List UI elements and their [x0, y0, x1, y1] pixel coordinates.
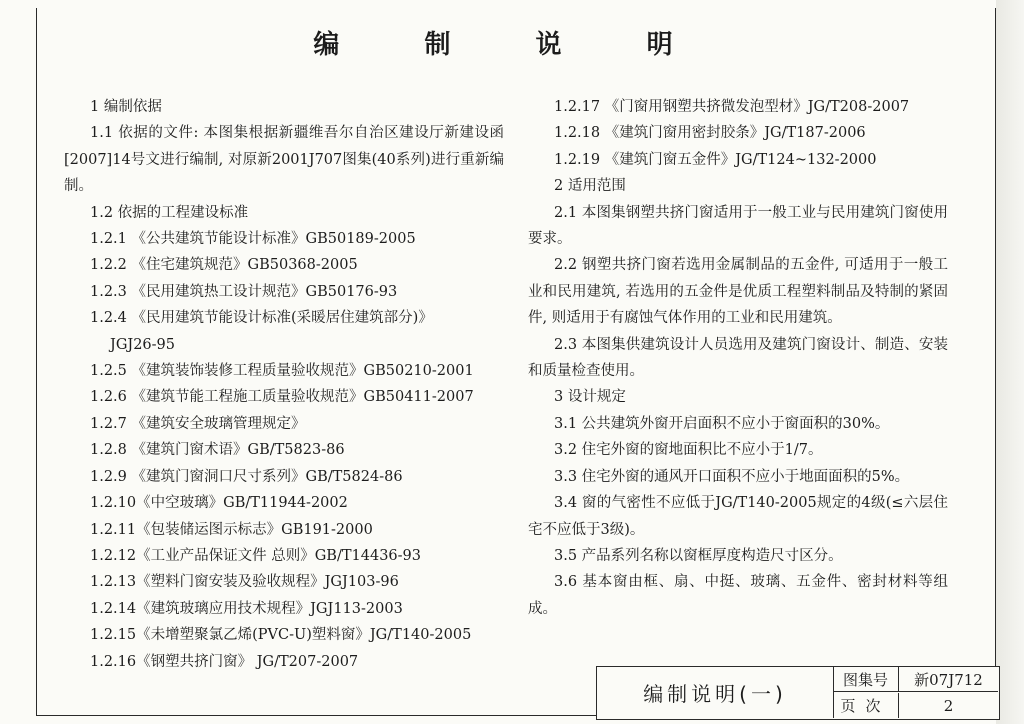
text-line: 1.2 依据的工程建设标准 — [90, 204, 249, 221]
text-line: 1.2.6 《建筑节能工程施工质量验收规范》GB50411-2007 — [90, 389, 474, 406]
text-paragraph: 2.2 钢塑共挤门窗若选用金属制品的五金件, 可适用于一般工业和民用建筑, 若选用的五金件是优质工程塑料制品及特制的紧固件, 则适用于有腐蚀气体作用的工业和民用建筑。 — [528, 257, 948, 327]
text-line: 1.2.1 《公共建筑节能设计标准》GB50189-2005 — [90, 231, 416, 248]
text-line: 1.2.10《中空玻璃》GB/T11944-2002 — [90, 495, 348, 512]
text-line: 3.1 公共建筑外窗开启面积不应小于窗面积的30%。 — [554, 415, 890, 432]
scan-edge — [996, 0, 1024, 724]
text-line: 1.2.7 《建筑安全玻璃管理规定》 — [90, 415, 306, 432]
text-line: 3.2 住宅外窗的窗地面积比不应小于1/7。 — [554, 442, 823, 459]
text-line: 1.2.3 《民用建筑热工设计规范》GB50176-93 — [90, 283, 398, 300]
text-line: 1 编制依据 — [90, 99, 162, 115]
sheet-name: 编制说明(一) — [597, 667, 834, 718]
text-paragraph: 2.3 本图集供建筑设计人员选用及建筑门窗设计、制造、安装和质量检查使用。 — [528, 336, 948, 380]
left-column — [64, 94, 504, 675]
text-line: 3 设计规定 — [554, 389, 626, 406]
text-line: 1.2.5 《建筑装饰装修工程质量验收规范》GB50210-2001 — [90, 363, 474, 380]
text-line: 1.2.13《塑料门窗安装及验收规程》JGJ103-96 — [90, 574, 399, 591]
atlas-number: 新07J712 — [899, 667, 998, 692]
text-line: 1.2.11《包装储运图示标志》GB191-2000 — [90, 521, 373, 538]
text-line: JGJ26-95 — [110, 336, 176, 353]
text-line: 3.3 住宅外窗的通风开口面积不应小于地面面积的5%。 — [554, 468, 910, 485]
text-paragraph: 3.6 基本窗由框、扇、中挺、玻璃、五金件、密封材料等组成。 — [528, 574, 948, 617]
text-line: 1.2.14《建筑玻璃应用技术规程》JGJ113-2003 — [90, 600, 403, 617]
text-line: 1.2.17 《门窗用钢塑共挤微发泡型材》JG/T208-2007 — [554, 99, 910, 115]
page-title: 编 制 说 明 — [313, 30, 711, 60]
text-paragraph: 1.1 依据的文件: 本图集根据新疆维吾尔自治区建设厅新建设函[2007]14号文进行编制, 对原新2001J707图集(40系列)进行重新编制。 — [64, 125, 504, 195]
text-line: 1.2.2 《住宅建筑规范》GB50368-2005 — [90, 257, 358, 274]
right-column — [528, 94, 948, 622]
text-line: 1.2.9 《建筑门窗洞口尺寸系列》GB/T5824-86 — [90, 468, 403, 485]
text-line: 1.2.4 《民用建筑节能设计标准(采暖居住建筑部分)》 — [90, 310, 433, 327]
text-line: 1.2.19 《建筑门窗五金件》JG/T124~132-2000 — [554, 151, 877, 168]
atlas-number-label: 图集号 — [833, 667, 899, 692]
text-line: 3.5 产品系列名称以窗框厚度构造尺寸区分。 — [554, 547, 843, 564]
page-label: 页次 — [833, 693, 899, 718]
text-paragraph: 3.4 窗的气密性不应低于JG/T140-2005规定的4级(≤六层住宅不应低于3级)。 — [528, 495, 948, 538]
page-number: 2 — [943, 696, 954, 715]
text-line: 1.2.15《未增塑聚氯乙烯(PVC-U)塑料窗》JG/T140-2005 — [90, 627, 472, 644]
title-block — [596, 666, 1000, 720]
text-paragraph: 2.1 本图集钢塑共挤门窗适用于一般工业与民用建筑门窗使用要求。 — [528, 204, 948, 248]
text-line: 1.2.8 《建筑门窗术语》GB/T5823-86 — [90, 442, 345, 459]
text-line: 1.2.12《工业产品保证文件 总则》GB/T14436-93 — [90, 547, 421, 564]
text-line: 1.2.16《钢塑共挤门窗》 JG/T207-2007 — [90, 653, 359, 670]
text-line: 2 适用范围 — [554, 178, 626, 195]
text-line: 1.2.18 《建筑门窗用密封胶条》JG/T187-2006 — [554, 125, 866, 142]
